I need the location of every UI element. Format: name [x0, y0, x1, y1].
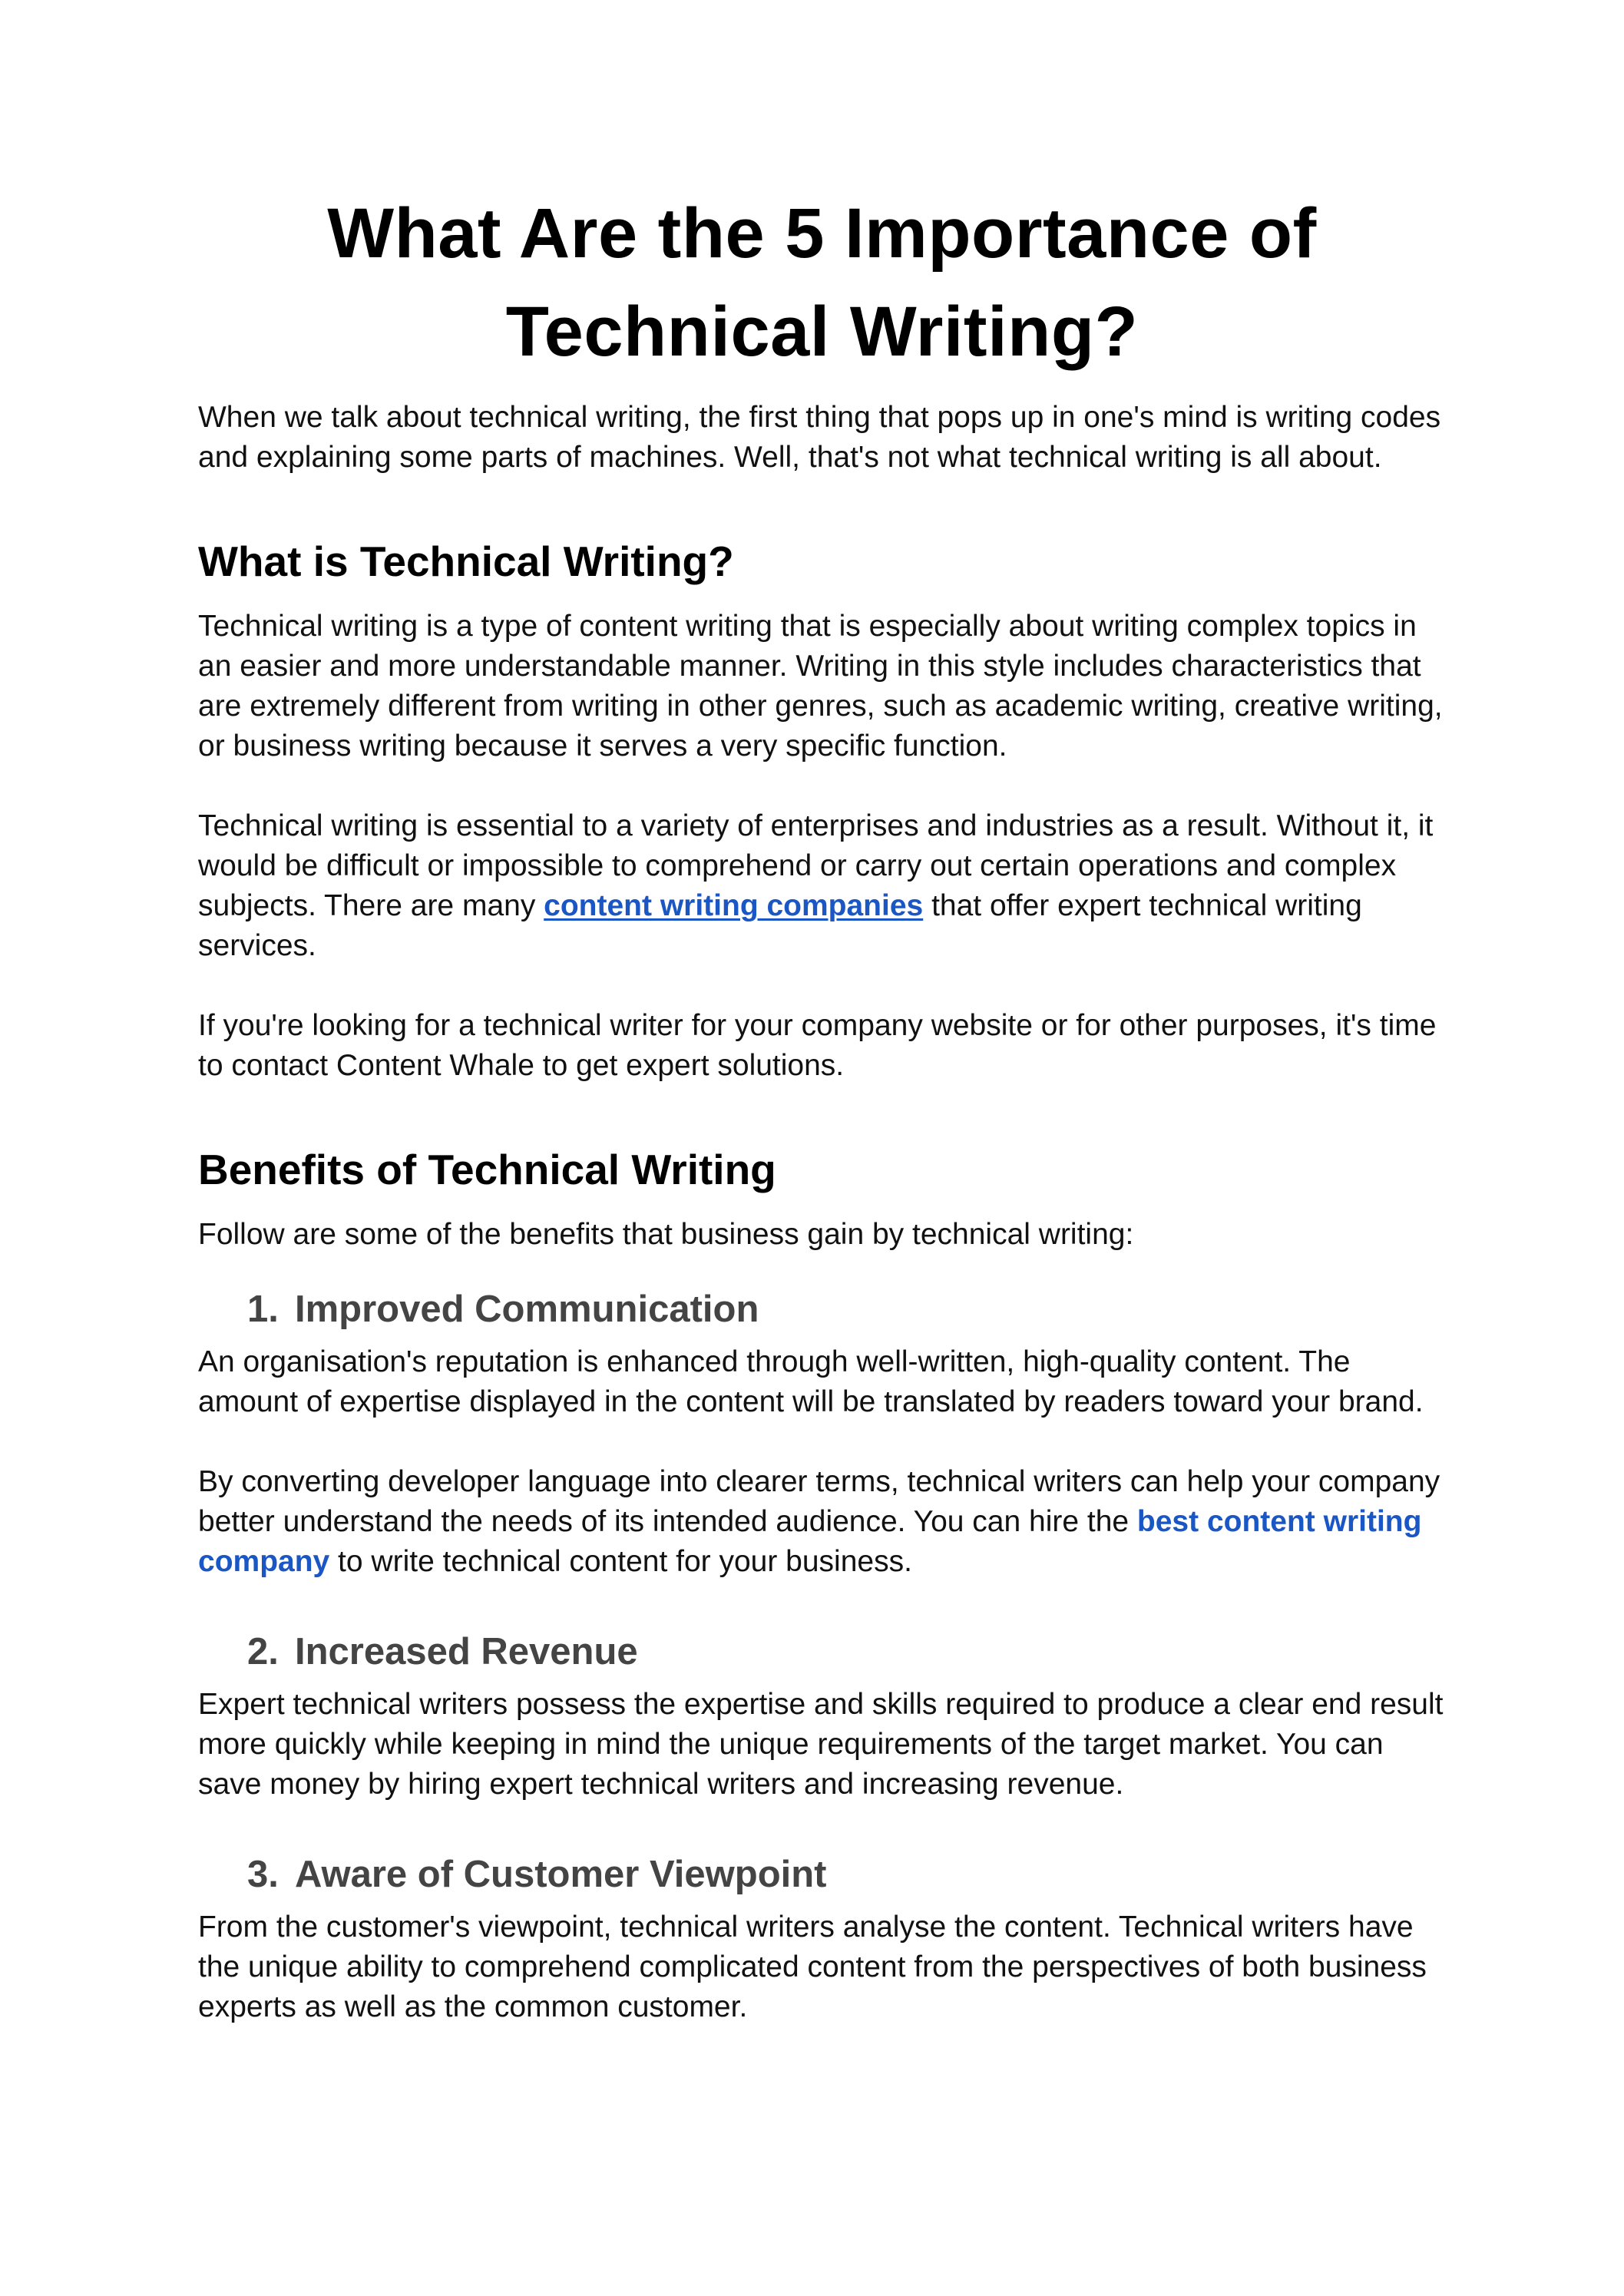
improved-communication-paragraph-2-text-before: By converting developer language into clearer terms, technical writers can help your company better understand the needs of its intended audience. You can hire the [198, 1465, 1440, 1538]
what-is-paragraph-3: If you're looking for a technical writer for your company website or for other purposes, it's time to contact Content Whale to get expert solutions. [198, 1009, 1437, 1082]
improved-communication-paragraph-1: An organisation's reputation is enhanced through well-written, high-quality content. The amount of expertise displayed in the content will be translated by readers toward your brand. [198, 1345, 1424, 1418]
benefit-title: Aware of Customer Viewpoint [295, 1854, 827, 1895]
benefit-heading-improved-communication [198, 1285, 1446, 1333]
customer-viewpoint-paragraph: From the customer's viewpoint, technical writers analyse the content. Technical writers have the unique ability to comprehend complicated content from the perspectives of both business experts as well as the common customer. [198, 1911, 1427, 2023]
benefit-number: 3. [247, 1854, 279, 1895]
what-is-paragraph-2-text-before: Technical writing is essential to a variety of enterprises and industries as a result. Without it, it would be difficult or impossible to comprehend or carry out certain operations and complex subjects. There are many [198, 809, 1434, 922]
benefit-title: Improved Communication [295, 1289, 759, 1330]
benefits-intro-paragraph: Follow are some of the benefits that business gain by technical writing: [198, 1218, 1134, 1251]
what-is-paragraph-2 [198, 806, 1446, 966]
what-is-paragraph-1: Technical writing is a type of content writing that is especially about writing complex topics in an easier and more understandable manner. Writing in this style includes characteristics that are extremely different from writing in other genres, such as academic writing, creative writing, or business writing because it serves a very specific function. [198, 610, 1443, 763]
benefit-heading-increased-revenue [198, 1628, 1446, 1676]
benefit-title: Increased Revenue [295, 1631, 638, 1672]
page-title-line-2: Technical Writing? [505, 293, 1139, 371]
intro-paragraph: When we talk about technical writing, the first thing that pops up in one's mind is writing codes and explaining some parts of machines. Well, that's not what technical writing is all about. [198, 401, 1441, 474]
improved-communication-paragraph-2 [198, 1462, 1446, 1582]
benefit-number: 1. [247, 1289, 279, 1330]
section-heading-benefits: Benefits of Technical Writing [198, 1146, 776, 1193]
best-content-writing-company-link[interactable]: best content writing company [198, 1505, 1422, 1578]
what-is-paragraph-2-text-after: that offer expert technical writing services. [198, 889, 1362, 962]
benefit-number: 2. [247, 1631, 279, 1672]
page-title [198, 184, 1446, 381]
benefit-heading-customer-viewpoint [198, 1851, 1446, 1898]
content-writing-companies-link[interactable]: content writing companies [544, 889, 924, 922]
section-heading-what-is: What is Technical Writing? [198, 538, 734, 585]
improved-communication-paragraph-2-text-after: to write technical content for your business. [329, 1545, 912, 1578]
page-title-line-1: What Are the 5 Importance of [327, 194, 1317, 273]
increased-revenue-paragraph: Expert technical writers possess the expertise and skills required to produce a clear end result more quickly while keeping in mind the unique requirements of the target market. You can save money by hiring expert technical writers and increasing revenue. [198, 1688, 1444, 1801]
